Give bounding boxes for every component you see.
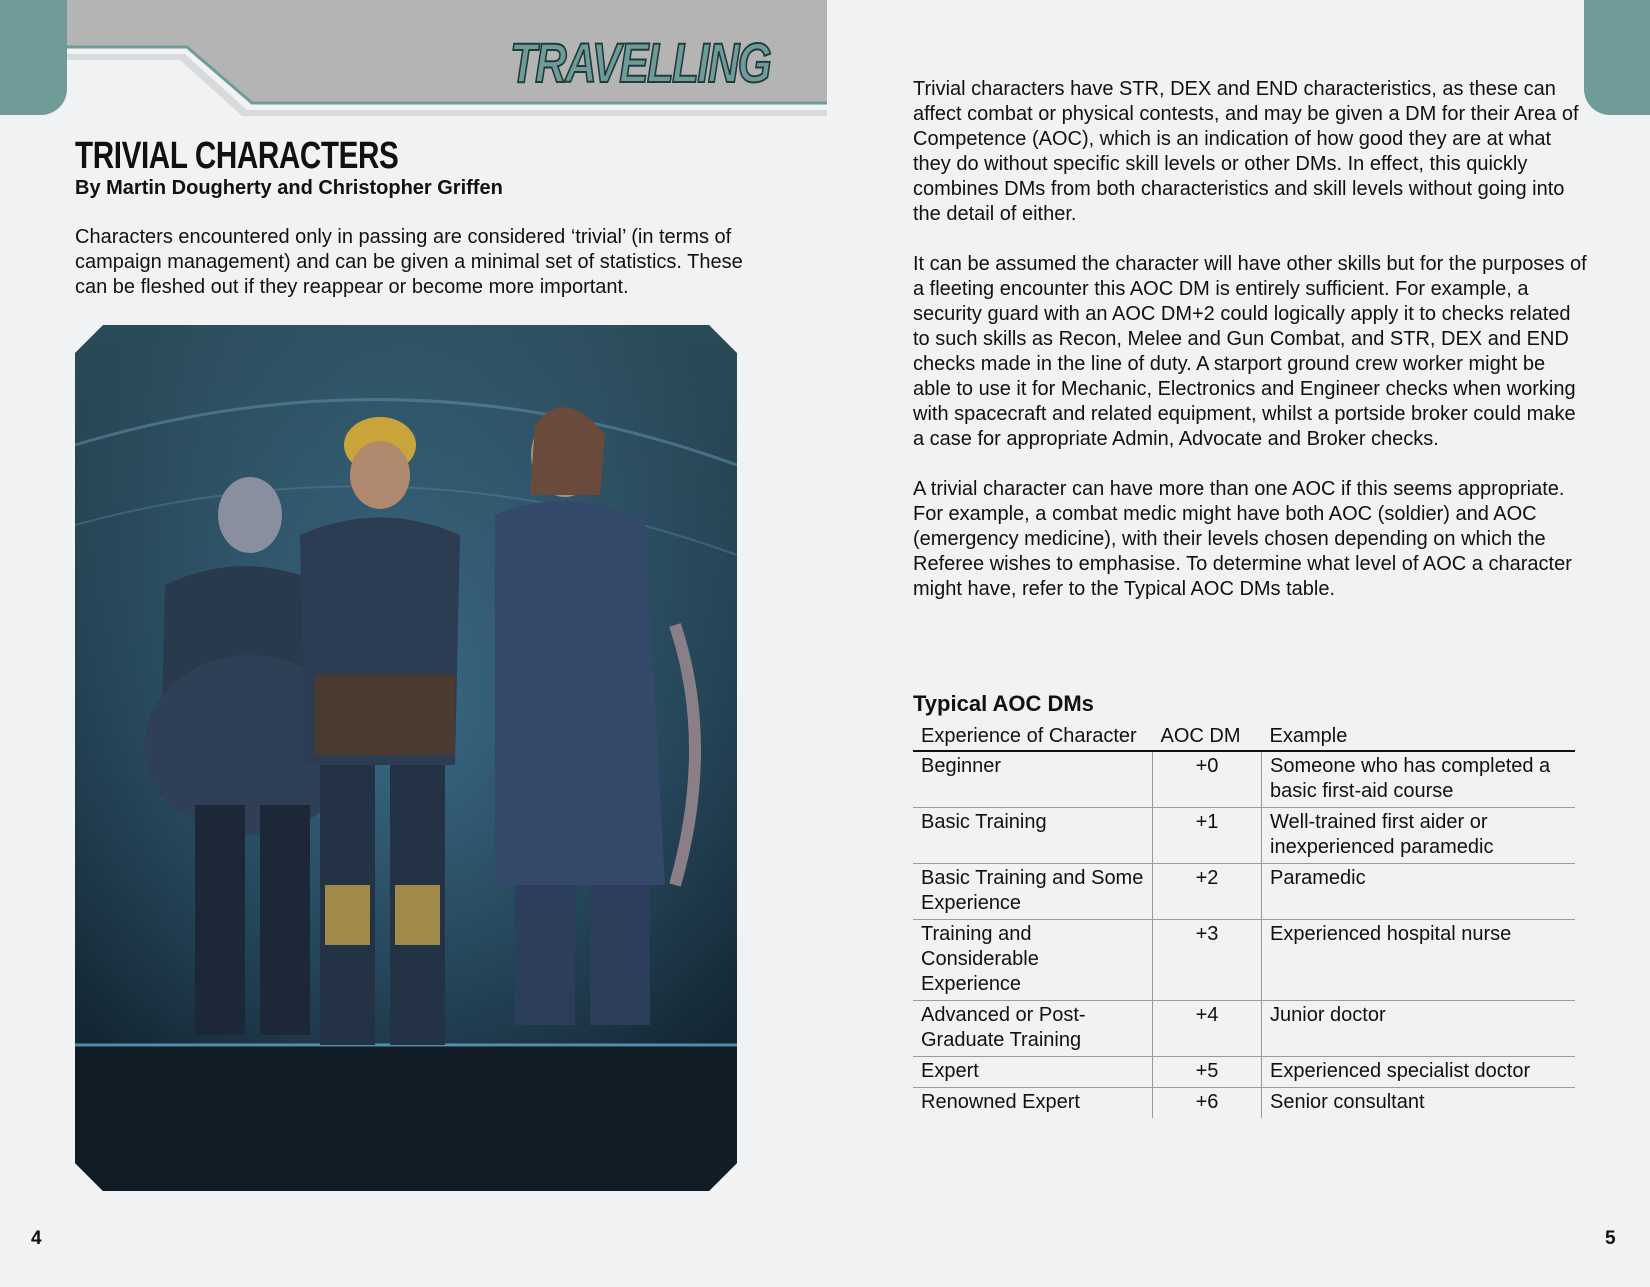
right-page-tab xyxy=(1584,0,1650,115)
table-cell: Junior doctor xyxy=(1262,1001,1576,1057)
table-row xyxy=(913,751,1575,808)
table-row xyxy=(913,1088,1575,1119)
page-number-right: 5 xyxy=(1605,1228,1616,1249)
table-cell: +5 xyxy=(1153,1057,1262,1088)
page-number-left: 4 xyxy=(31,1228,42,1249)
table-cell: Renowned Expert xyxy=(913,1088,1153,1119)
table-cell: Training and Considerable Experience xyxy=(913,920,1153,1001)
article-byline: By Martin Dougherty and Christopher Griffen xyxy=(75,177,503,199)
table-cell: Beginner xyxy=(913,751,1153,808)
chapter-title: TRAVELLING xyxy=(510,31,771,94)
table-cell: Experienced specialist doctor xyxy=(1262,1057,1576,1088)
table-cell: +6 xyxy=(1153,1088,1262,1119)
table-cell: +3 xyxy=(1153,920,1262,1001)
table-title: Typical AOC DMs xyxy=(913,691,1094,716)
table-cell: Someone who has completed a basic first-aid course xyxy=(1262,751,1576,808)
table-cell: Advanced or Post-Graduate Training xyxy=(913,1001,1153,1057)
right-column xyxy=(913,77,1588,627)
table-cell: Paramedic xyxy=(1262,864,1576,920)
body-paragraph: It can be assumed the character will have other skills but for the purposes of a fleeting encounter this AOC DM is entirely sufficient. For example, a security guard with an AOC DM+2 could logically apply it to checks related to such skills as Recon, Melee and Gun Combat, and STR, DEX and END checks made in the line of duty. A starport ground crew worker might be able to use it for Mechanic, Electronics and Engineer checks when working with spacecraft and related equipment, whilst a portside broker could make a case for appropriate Admin, Advocate and Broker checks. xyxy=(913,253,1587,450)
intro-paragraph: Characters encountered only in passing are considered ‘trivial’ (in terms of campaign management) and can be given a minimal set of statistics. These can be fleshed out if they reappear or become more important. xyxy=(75,226,743,298)
aoc-table xyxy=(913,723,1575,1118)
table-cell: +1 xyxy=(1153,808,1262,864)
table-row xyxy=(913,808,1575,864)
table-cell: Expert xyxy=(913,1057,1153,1088)
article-title: TRIVIAL CHARACTERS xyxy=(75,135,399,177)
table-cell: Basic Training and Some Experience xyxy=(913,864,1153,920)
character-illustration xyxy=(75,325,737,1191)
table-cell: Well-trained first aider or inexperienced paramedic xyxy=(1262,808,1576,864)
column-header: Example xyxy=(1262,723,1576,751)
body-paragraph: A trivial character can have more than one AOC if this seems appropriate. For example, a combat medic might have both AOC (soldier) and AOC (emergency medicine), with their levels chosen depending on which the Referee wishes to emphasise. To determine what level of AOC a character might have, refer to the Typical AOC DMs table. xyxy=(913,478,1572,600)
table-row xyxy=(913,920,1575,1001)
table-cell: +2 xyxy=(1153,864,1262,920)
left-page-tab xyxy=(0,0,67,115)
table-row xyxy=(913,1001,1575,1057)
table-cell: Basic Training xyxy=(913,808,1153,864)
table-cell: +4 xyxy=(1153,1001,1262,1057)
table-cell: +0 xyxy=(1153,751,1262,808)
table-cell: Experienced hospital nurse xyxy=(1262,920,1576,1001)
table-header-row xyxy=(913,723,1575,751)
column-header: AOC DM xyxy=(1153,723,1262,751)
table-cell: Senior consultant xyxy=(1270,1091,1425,1113)
column-header: Experience of Character xyxy=(913,723,1153,751)
table-row xyxy=(913,864,1575,920)
body-paragraph: Trivial characters have STR, DEX and END characteristics, as these can affect combat or physical contests, and may be given a DM for their Area of Competence (AOC), which is an indication of how good they are at what they do without specific skill levels or other DMs. In effect, this quickly combines DMs from both characteristics and skill levels without going into the detail of either. xyxy=(913,78,1579,225)
table-row xyxy=(913,1057,1575,1088)
